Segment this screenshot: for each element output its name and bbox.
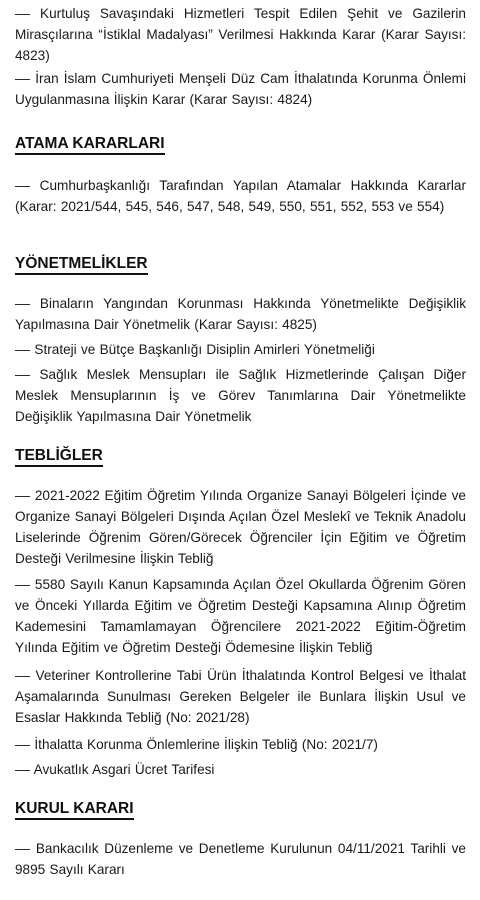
section-heading-tebligler: TEBLİĞLER: [15, 446, 103, 466]
list-item: –– Veteriner Kontrollerine Tabi Ürün İthalatında Kontrol Belgesi ve İthalat Aşamalarında Sunulması Gereken Belgeler ile Bunlara İlişkin Usul ve Esaslar Hakkında Tebliğ (No: 2021/28): [15, 668, 466, 725]
list-item: –– Binaların Yangından Korunması Hakkında Yönetmelikte Değişiklik Yapılmasına Dair Yönetmelik (Karar Sayısı: 4825): [15, 296, 466, 332]
list-item: –– İran İslam Cumhuriyeti Menşeli Düz Cam İthalatında Korunma Önlemi Uygulanmasına İlişkin Karar (Karar Sayısı: 4824): [15, 71, 466, 107]
list-item: –– İthalatta Korunma Önlemlerine İlişkin Tebliğ (No: 2021/7): [15, 737, 378, 752]
section-heading-yonetmelikler: YÖNETMELİKLER: [15, 254, 148, 274]
list-item: –– 2021-2022 Eğitim Öğretim Yılında Organize Sanayi Bölgeleri İçinde ve Organize Sanayi Bölgeleri Dışında Açılan Özel Meslekî ve Teknik Anadolu Liselerinde Öğrenim Gören/Görecek Öğrenciler İçin Eğitim ve Öğretim Desteği Verilmesine İlişkin Tebliğ: [15, 488, 466, 566]
section-heading-atama-kararlari: ATAMA KARARLARI: [15, 134, 165, 154]
list-item: –– Sağlık Meslek Mensupları ile Sağlık Hizmetlerinde Çalışan Diğer Meslek Mensuplarının İş ve Görev Tanımlarına Dair Yönetmelikte Değişiklik Yapılmasına Dair Yönetmelik: [15, 367, 466, 424]
list-item: –– Cumhurbaşkanlığı Tarafından Yapılan Atamalar Hakkında Kararlar (Karar: 2021/544, 545, 546, 547, 548, 549, 550, 551, 552, 553 ve 554): [15, 178, 466, 214]
list-item: –– Bankacılık Düzenleme ve Denetleme Kurulunun 04/11/2021 Tarihli ve 9895 Sayılı Kararı: [15, 841, 466, 877]
list-item: –– Strateji ve Bütçe Başkanlığı Disiplin Amirleri Yönetmeliği: [15, 342, 375, 357]
list-item: –– 5580 Sayılı Kanun Kapsamında Açılan Özel Okullarda Öğrenim Gören ve Önceki Yıllarda Eğitim ve Öğretim Desteği Kapsamına Alınıp Öğretim Kademesini Tamamlamayan Öğrencilere 2021-2022 Eğitim-Öğretim Yılında Eğitim ve Öğretim Desteği Ödemesine İlişkin Tebliğ: [15, 577, 466, 655]
list-item: –– Kurtuluş Savaşındaki Hizmetleri Tespit Edilen Şehit ve Gazilerin Mirasçılarına “İstiklal Madalyası” Verilmesi Hakkında Karar (Karar Sayısı: 4823): [15, 6, 466, 63]
list-item: –– Avukatlık Asgari Ücret Tarifesi: [15, 762, 215, 777]
section-heading-kurul-karari: KURUL KARARI: [15, 799, 134, 819]
